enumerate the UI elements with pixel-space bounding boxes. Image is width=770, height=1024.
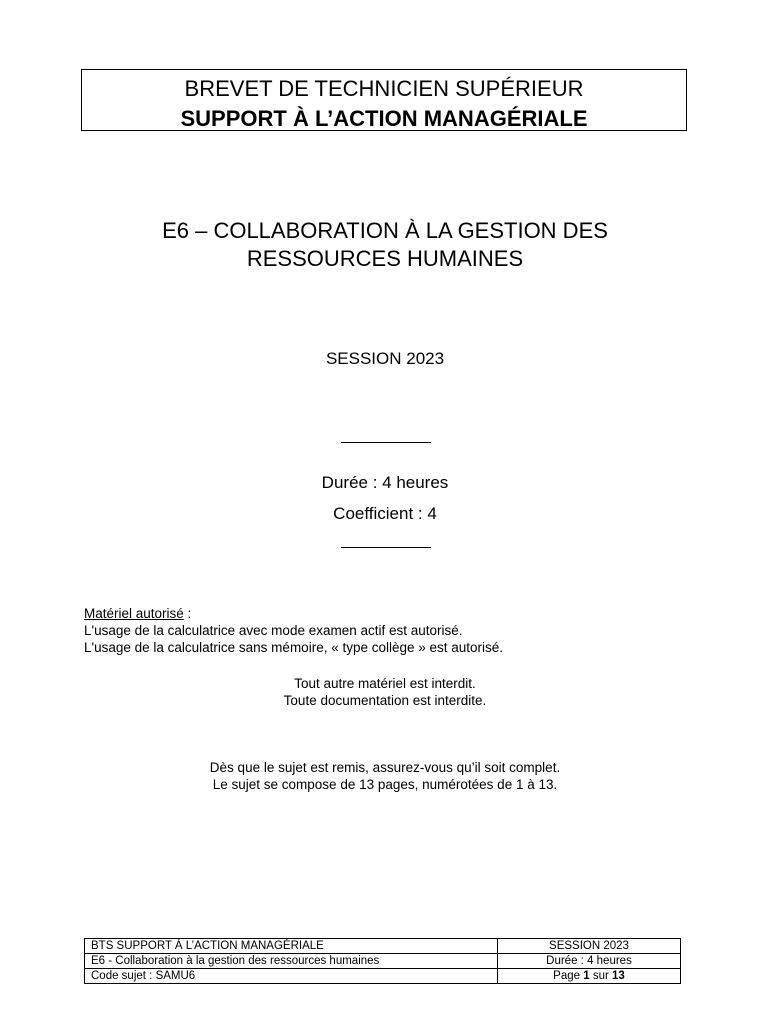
footer-row [85, 969, 681, 984]
page-current: 1 [583, 970, 590, 982]
footer-exam: E6 - Collaboration à la gestion des ressources humaines [85, 954, 498, 969]
instructions [0, 759, 770, 793]
restrictions [0, 675, 770, 709]
exam-title-line2: RESSOURCES HUMAINES [246, 246, 524, 271]
coefficient-label: Coefficient : 4 [333, 504, 437, 523]
footer-code: Code sujet : SAMU6 [85, 969, 498, 984]
footer-session: SESSION 2023 [498, 939, 681, 954]
footer-table [84, 938, 681, 984]
authorized-material-colon: : [183, 606, 192, 621]
instruction-check-complete: Dès que le sujet est remis, assurez-vous qu’il soit complet. [209, 760, 561, 775]
diploma-specialty: SUPPORT À L’ACTION MANAGÉRIALE [180, 106, 588, 131]
authorized-material-heading [84, 605, 503, 622]
separator-top [341, 442, 431, 443]
calculator-rule-1: L'usage de la calculatrice avec mode examen actif est autorisé. [84, 623, 463, 638]
footer-duration: Durée : 4 heures [498, 954, 681, 969]
instruction-page-count: Le sujet se compose de 13 pages, numérotées de 1 à 13. [212, 777, 558, 792]
duration-label: Durée : 4 heures [321, 473, 449, 492]
restriction-material: Tout autre matériel est interdit. [294, 676, 476, 691]
exam-title [60, 217, 710, 273]
footer-page-number [498, 969, 681, 984]
diploma-header-box [81, 69, 687, 131]
footer-row [85, 939, 681, 954]
authorized-material-label: Matériel autorisé [84, 606, 184, 621]
footer-diploma: BTS SUPPORT À L’ACTION MANAGÉRIALE [85, 939, 498, 954]
session-label: SESSION 2023 [325, 349, 445, 368]
diploma-title: BREVET DE TECHNICIEN SUPÉRIEUR [184, 76, 584, 101]
page-total: 13 [612, 970, 625, 982]
restriction-documentation: Toute documentation est interdite. [283, 693, 487, 708]
footer-row [85, 954, 681, 969]
authorized-material [84, 605, 503, 656]
calculator-rule-2: L'usage de la calculatrice sans mémoire, « type collège » est autorisé. [84, 640, 504, 655]
page-middle: sur [589, 970, 613, 982]
separator-bottom [341, 547, 431, 548]
exam-title-line1: E6 – COLLABORATION À LA GESTION DES [162, 218, 608, 243]
page-prefix: Page [553, 970, 584, 982]
